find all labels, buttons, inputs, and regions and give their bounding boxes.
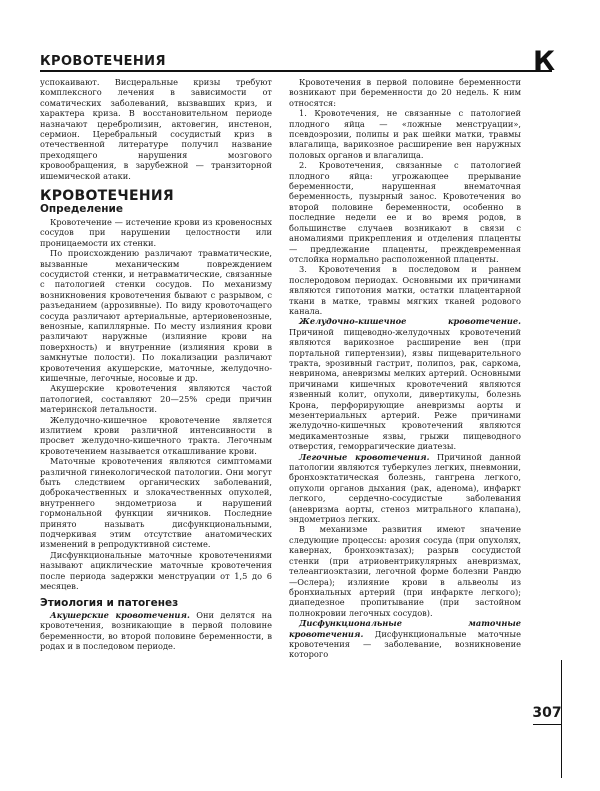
subsection-etiology: Этиология и патогенез [40,596,179,609]
section-title: КРОВОТЕЧЕНИЯ [40,188,174,205]
paragraph: Кровотечения в первой половине беременности возникают при беременности до 20 недель. К ним относятся: [289,77,521,108]
right-column [289,77,521,660]
paragraph-text: Они делятся на кровотечения, возникающие в первой половине беременности, во второй половине беременности, в родах и в последовом периоде. [40,609,273,652]
left-column [40,77,272,652]
subsection-definition: Определение [40,203,123,216]
paragraph-lead: Дисфункциональные маточные кровотечения. [289,618,521,639]
paragraph: Кровотечение — истечение крови из кровеносных сосудов при нарушении целостности или проницаемости их стенки. [40,216,272,248]
paragraph-text: Причиной данной патологии являются туберкулез легких, пневмонии, бронхоэктатическая болезнь, гангрена легкого, опухоли органов дыхания (рак, аденома), инфаркт легкого, сердечно-сосудистые заболевания (аневризма аорты, стеноз митрального клапана), эндометриоз легких. [289,451,521,525]
paragraph: Акушерские кровотечения являются частой патологией, составляют 20—25% среди причин материнской летальности. [40,383,272,415]
running-header-title: КРОВОТЕЧЕНИЯ [40,54,166,69]
header-rule [40,70,552,72]
paragraph [40,610,272,652]
paragraph: 2. Кровотечения, связанные с патологией плодного яйца: угрожающее прерывание беременности, нарушенная внематочная беременность, пузырный занос. Кровотечения во второй половине беременности, особенно в последние недели ее и во время родов, в большинстве случаев возникают в связи с аномалиями прикрепления и отделения плаценты — предлежание плаценты, преждевременная отслойка нормально расположенной плаценты. [289,160,521,264]
paragraph-lead: Акушерские кровотечения. [50,609,190,620]
paragraph-lead: Желудочно-кишечное кровотечение. [299,316,521,327]
paragraph: В механизме развития имеют значение следующие процессы: арозия сосуда (при опухолях, кавернах, бронхоэктазах); разрыв сосудистой стенки (при атриовентрикулярных аневризмах, телеангиоэктазии, легочной форме болезни Рандю—Ослера); излияние крови в альвеолы из бронхиальных артерий (при инфаркте легкого); диапедезное пропитывание (при застойном полнокровии легочных сосудов). [289,524,521,618]
paragraph: Желудочно-кишечное кровотечение является излитием крови различной интенсивности в просвет желудочно-кишечного тракта. Легочным кровотечением называется откашливание крови. [40,414,272,456]
paragraph-lead: Легочные кровотечения. [299,451,430,462]
page-number-rule [533,724,561,725]
paragraph: 1. Кровотечения, не связанные с патологией плодного яйца — «ложные менструации», псевдоэрозии, полипы и рак шейки матки, травмы влагалища, варикозное расширение вен наружных половых органов и влагалища. [289,108,521,160]
paragraph [289,316,521,451]
paragraph: По происхождению различают травматические, вызванные механическим повреждением сосудистой стенки, и нетравматические, связанные с патологией стенки сосудов. По механизму возникновения кровотечения бывают с разрывом, с разъеданием (аррозивные). По виду кровоточащего сосуда различают артериальные, артериовенозные, венозные, капиллярные. По месту излияния крови различают наружные (излияние крови на поверхность) и внутренние (излияния крови в замкнутые полости). По локализации различают кровотечения акушерские, маточные, желудочно-кишечные, легочные, носовые и др. [40,248,272,383]
paragraph: успокаивают. Висцеральные кризы требуют комплексного лечения в зависимости от соматических заболеваний, вызвавших криз, и характера криза. В восстановительном периоде назначают церебролизин, актовегин, инстенон, сермион. Церебральный сосудистый криз в отечественной литературе получил название преходящего нарушения мозгового кровообращения, в зарубежной — транзиторной ишемической атаки. [40,77,272,181]
paragraph-text: Дисфункциональные маточные кровотечения — заболевание, возникновение которого [289,628,521,660]
paragraph [289,618,521,660]
page-number: 307 [532,705,562,721]
paragraph: 3. Кровотечения в последовом и раннем послеродовом периодах. Основными их причинами являются гипотония матки, остатки плацентарной ткани в матке, травмы мягких тканей родового канала. [289,264,521,316]
paragraph: Маточные кровотечения являются симптомами различной гинекологической патологии. Они могут быть следствием органических заболеваний, доброкачественных и злокачественных опухолей, внутреннего эндометриоза и нарушений гормональной функции яичников. Последние принято называть дисфункциональными, подчеркивая этим отсутствие анатомических изменений в репродуктивной системе. [40,456,272,550]
section-letter-tab: К [532,46,556,77]
paragraph-text: Причиной пищеводно-желудочных кровотечений являются варикозное расширение вен (при портальной гипертензии), язвы пищеварительного тракта, эрозивный гастрит, полипоз, рак, саркома, невринома, аневризмы мелких артерий. Основными причинами кишечных кровотечений являются язвенный колит, опухоли, дивертикулы, болезнь Крона, перфорирующие аневризмы аорты и мезентериальных артерий. Реже причинами желудочно-кишечных кровотечений являются медикаментозные язвы, грыжи пищеводного отверстия, геморрагические диатезы. [289,326,521,452]
paragraph [289,452,521,525]
paragraph: Дисфункциональные маточные кровотечениями называют ациклические маточные кровотечения после периода задержки менструации от 1,5 до 6 месяцев. [40,549,272,592]
